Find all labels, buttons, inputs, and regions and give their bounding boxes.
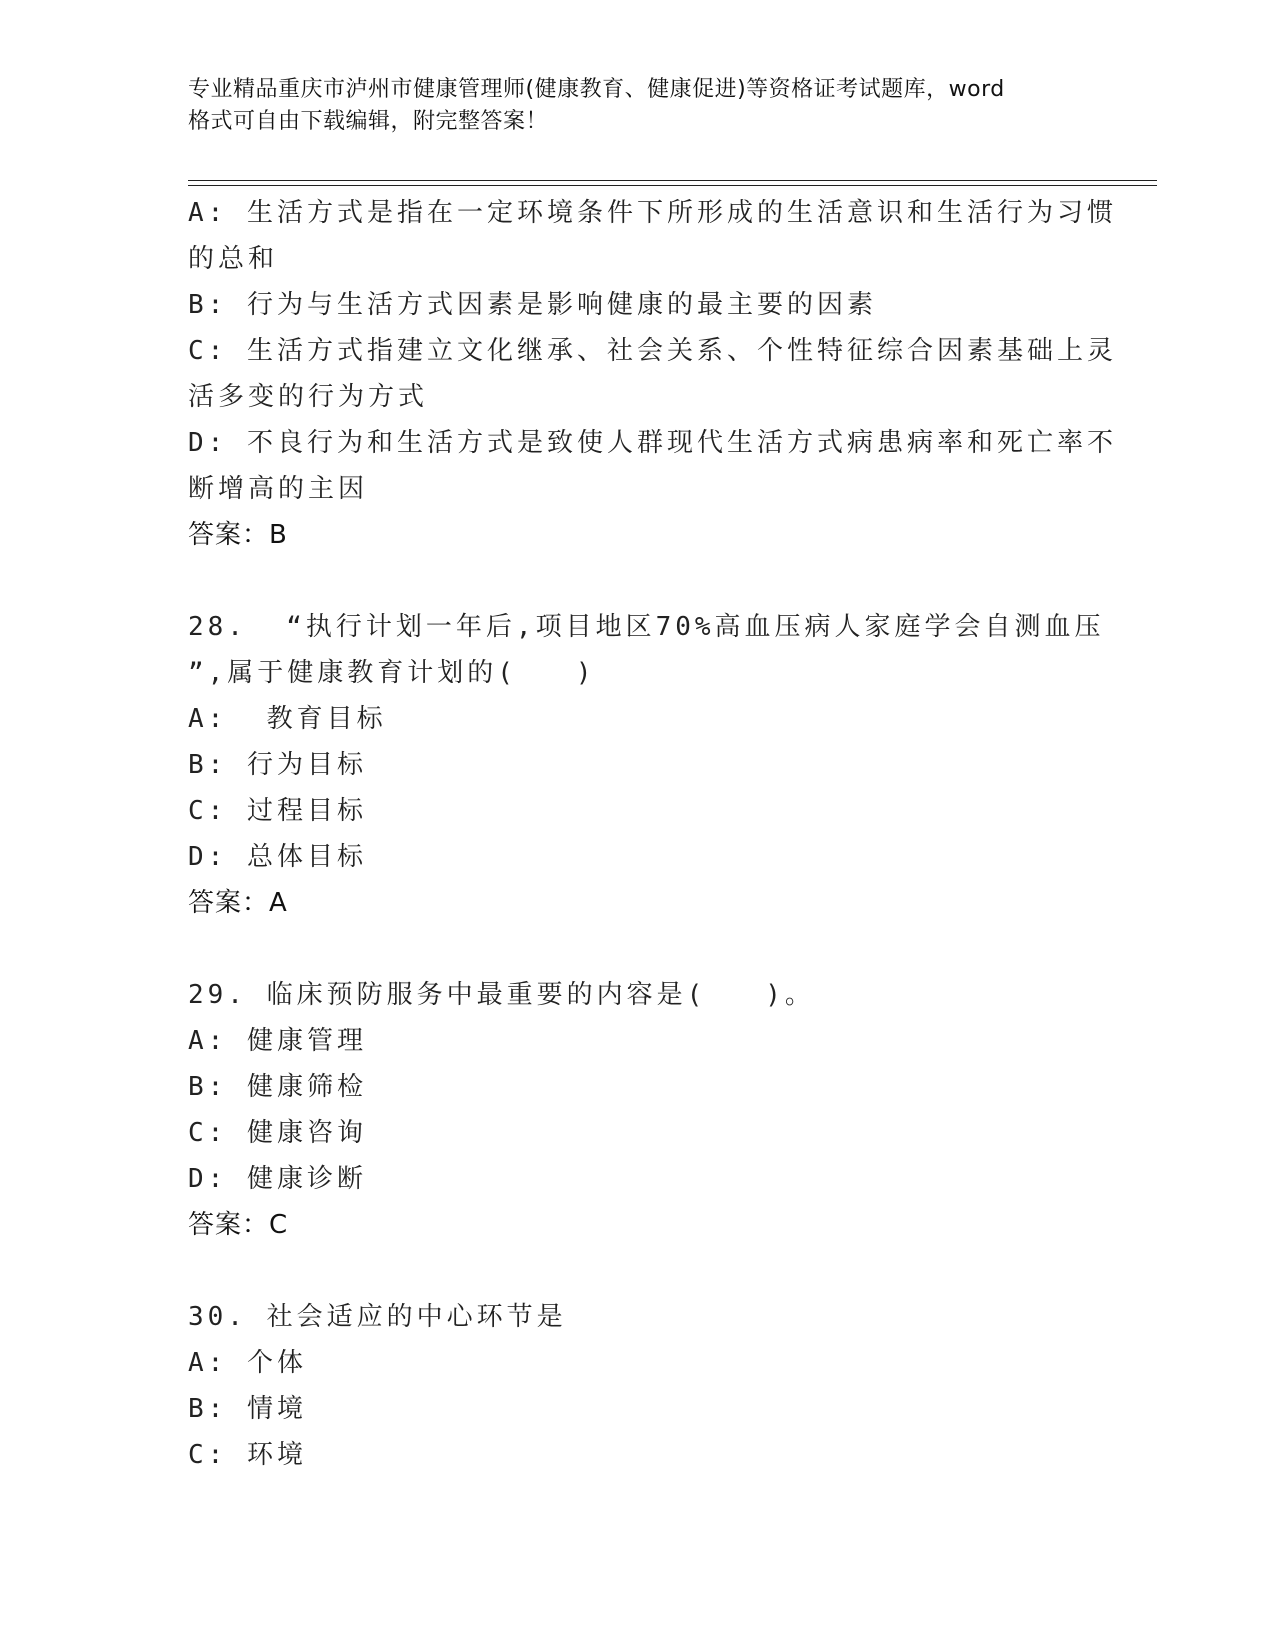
option-d: D: 总体目标 [188,842,367,872]
question-28 [188,604,1105,926]
option-c: C: 环境 [188,1440,307,1470]
option-a-line-2: 的总和 [188,244,279,274]
answer-27: 答案：B [188,520,288,550]
document-header [188,74,1088,138]
option-a-line-1: A: 生活方式是指在一定环境条件下所形成的生活意识和生活行为习惯 [188,198,1117,228]
question-content [188,190,1117,1478]
spacer [188,558,1088,604]
answer-28: 答案：A [188,888,288,918]
question-stem-line-2: ”,属于健康教育计划的( ) [188,658,596,688]
option-c-line-2: 活多变的行为方式 [188,382,429,412]
header-line-2: 格式可自由下载编辑，附完整答案！ [188,109,549,134]
option-b: B: 情境 [188,1394,307,1424]
option-c: C: 健康咨询 [188,1118,367,1148]
option-b: B: 健康筛检 [188,1072,367,1102]
option-c: C: 过程目标 [188,796,367,826]
option-a: A: 教育目标 [188,704,387,734]
question-27 [188,190,1117,558]
question-stem-line-1: 28. “执行计划一年后,项目地区70%高血压病人家庭学会自测血压 [188,612,1105,642]
option-a: A: 健康管理 [188,1026,367,1056]
question-29 [188,972,1088,1248]
option-a: A: 个体 [188,1348,307,1378]
option-d-line-2: 断增高的主因 [188,474,369,504]
question-stem: 29. 临床预防服务中最重要的内容是( )。 [188,980,815,1010]
header-rule-top [188,180,1157,181]
spacer [188,926,1088,972]
option-b: B: 行为与生活方式因素是影响健康的最主要的因素 [188,290,877,320]
header-line-1: 专业精品重庆市泸州市健康管理师(健康教育、健康促进)等资格证考试题库，word [188,77,1005,102]
option-d: D: 健康诊断 [188,1164,367,1194]
question-stem: 30. 社会适应的中心环节是 [188,1302,567,1332]
option-c-line-1: C: 生活方式指建立文化继承、社会关系、个性特征综合因素基础上灵 [188,336,1117,366]
question-30 [188,1294,1088,1478]
answer-29: 答案：C [188,1210,289,1240]
option-d-line-1: D: 不良行为和生活方式是致使人群现代生活方式病患病率和死亡率不 [188,428,1117,458]
header-rule-bottom [188,185,1157,186]
option-b: B: 行为目标 [188,750,367,780]
spacer [188,1248,1088,1294]
